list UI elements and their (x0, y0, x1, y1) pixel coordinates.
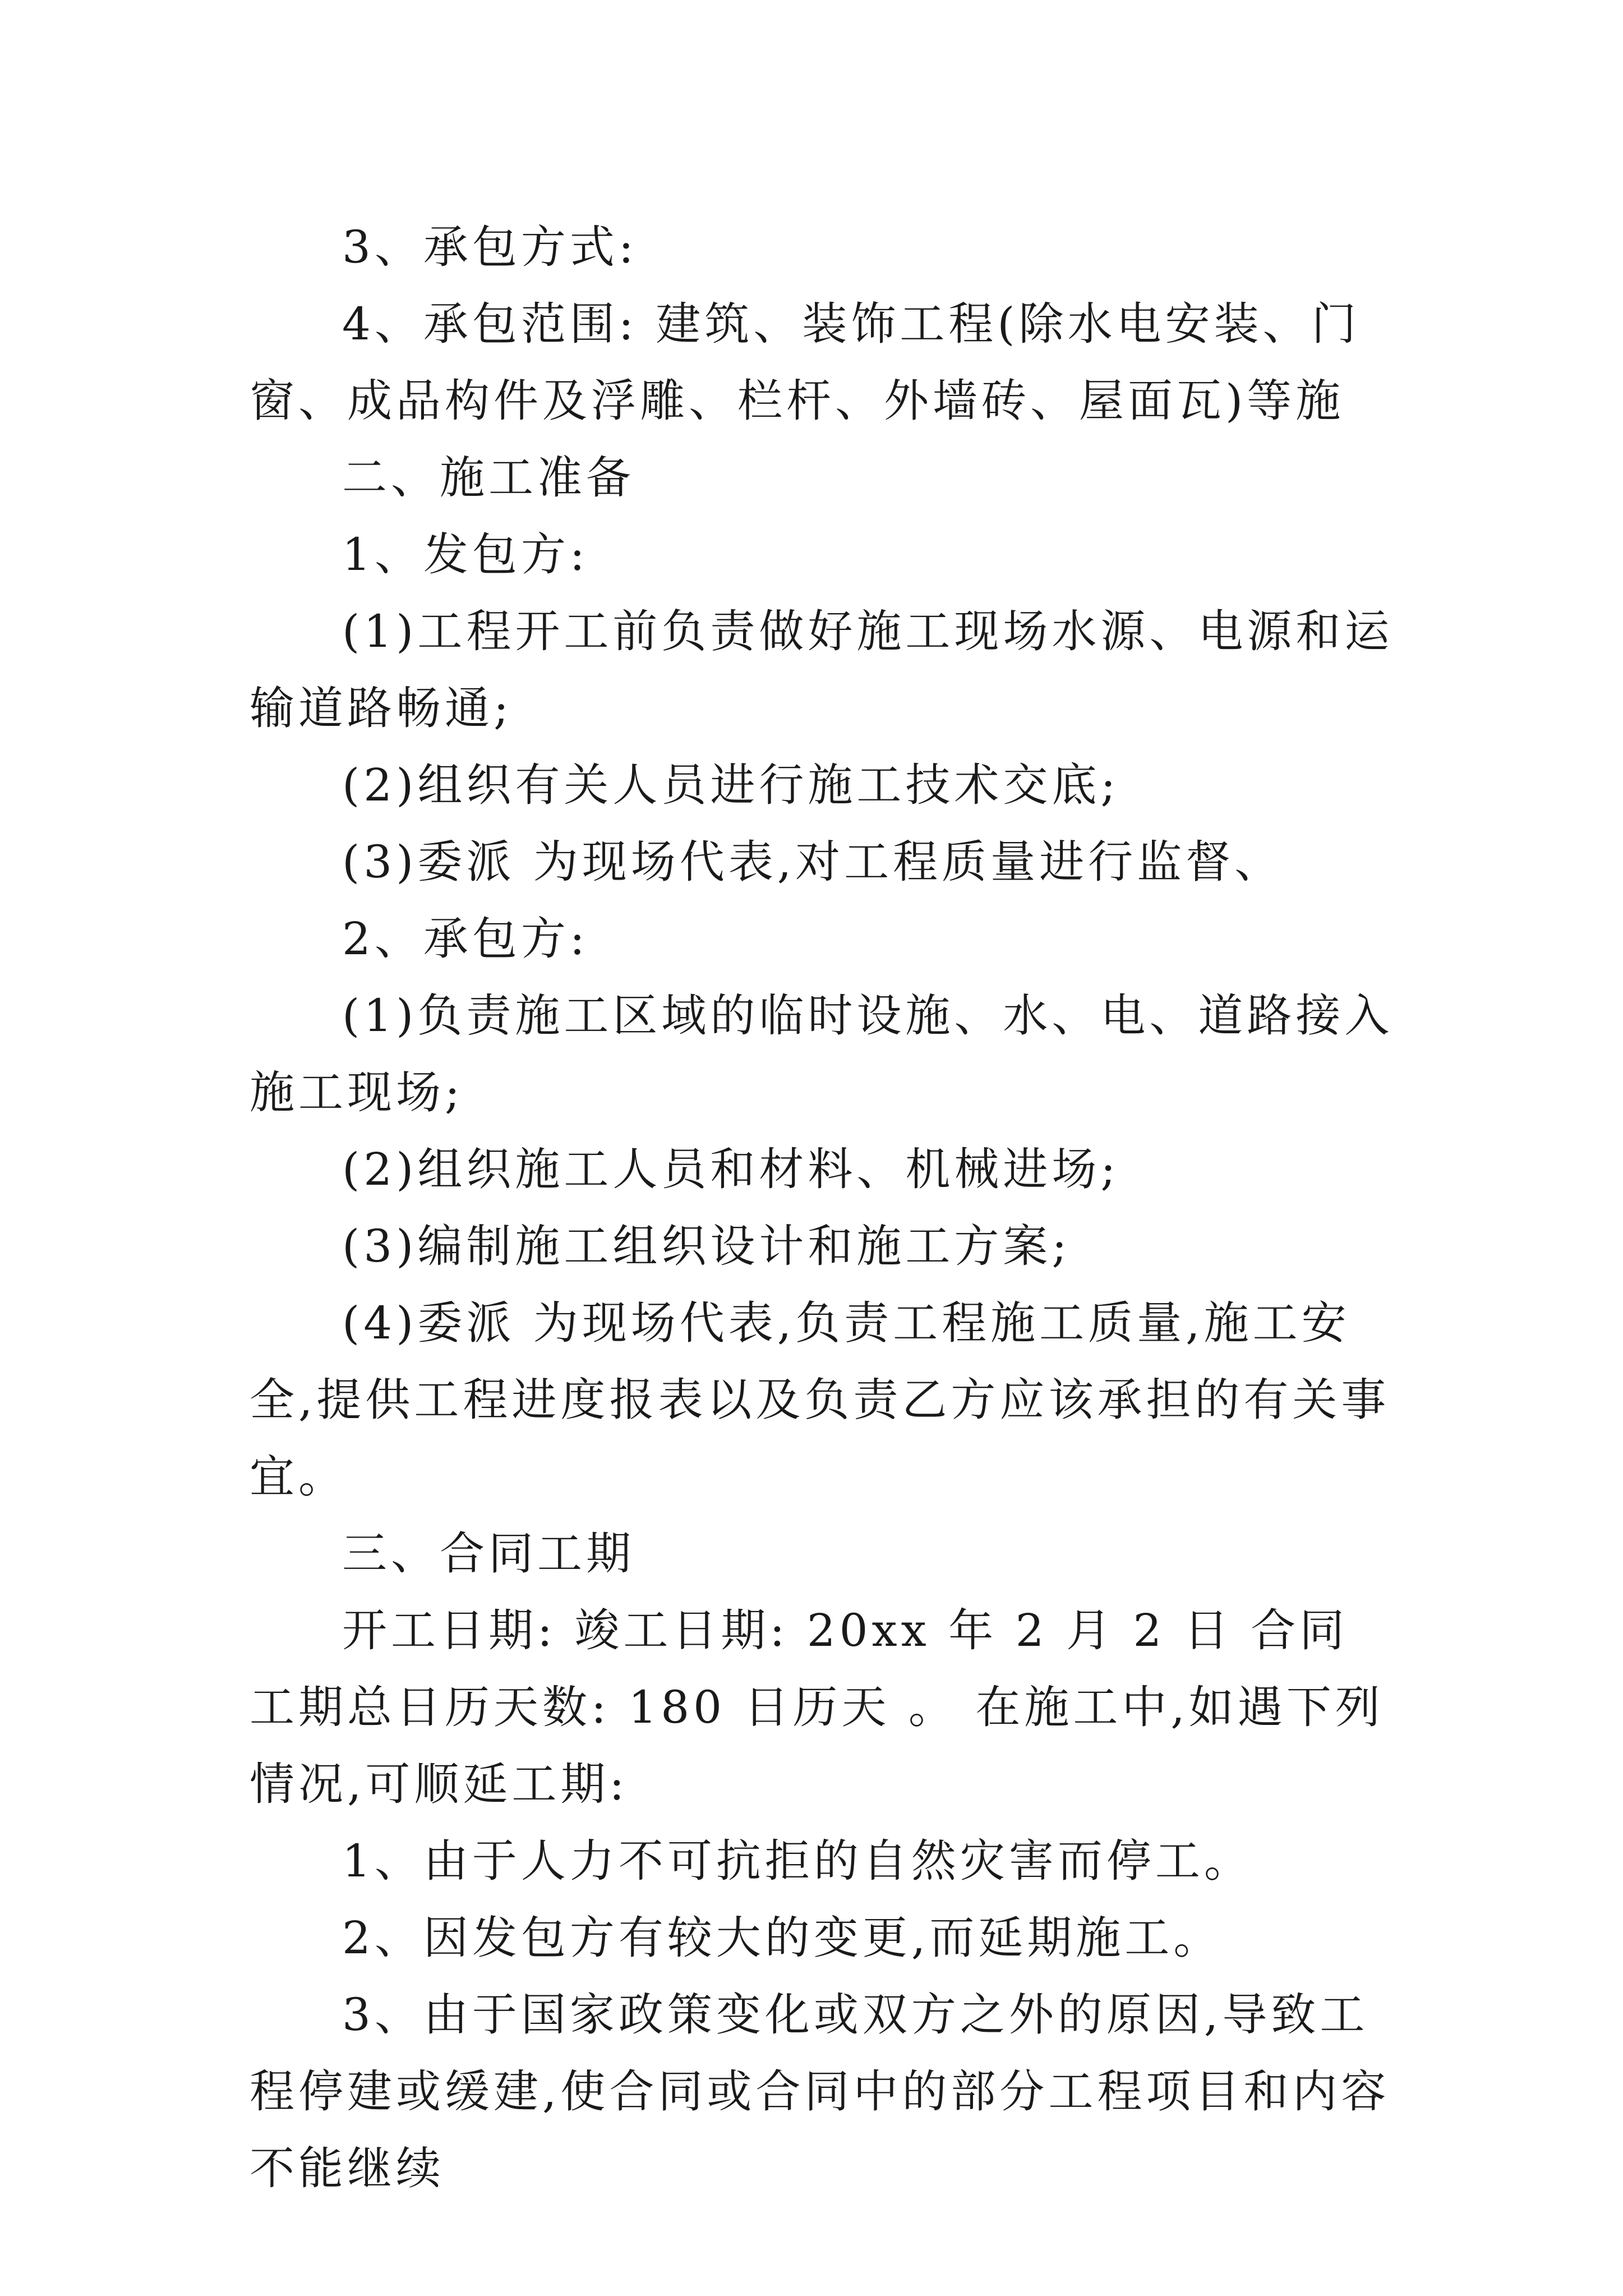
paragraph-employer-heading: 1、发包方: (342, 528, 589, 581)
paragraph-contractor-item-2: (2)组织施工人员和材料、机械进场; (342, 1143, 1120, 1195)
heading-construction-preparation: 二、施工准备 (342, 452, 635, 504)
paragraph-dates: 开工日期: 竣工日期: 20xx 年 2 月 2 日 合同工期总日历天数: 180 日历天 。 在施工中,如遇下列情况,可顺延工期: (250, 1604, 1384, 1810)
paragraph-contractor-item-3: (3)编制施工组织设计和施工方案; (342, 1220, 1071, 1272)
paragraph-employer-item-1: (1)工程开工前负责做好施工现场水源、电源和运输道路畅通; (250, 605, 1394, 734)
paragraph-contractor-item-1: (1)负责施工区域的临时设施、水、电、道路接入施工现场; (250, 990, 1394, 1119)
paragraph-contractor-item-4: (4)委派 为现场代表,负责工程施工质量,施工安全,提供工程进度报表以及负责乙方应该承担的有关事宜。 (250, 1297, 1390, 1503)
paragraph-employer-item-3: (3)委派 为现场代表,对工程质量进行监督、 (342, 836, 1284, 888)
paragraph-extension-case-3: 3、由于国家政策变化或双方之外的原因,导致工程停建或缓建,使合同或合同中的部分工程项目和内容不能继续 (250, 1989, 1390, 2194)
paragraph-contract-scope: 4、承包范围: 建筑、装饰工程(除水电安装、门窗、成品构件及浮雕、栏杆、外墙砖、屋面瓦)等施 (250, 298, 1361, 427)
heading-contract-duration: 三、合同工期 (342, 1527, 635, 1580)
paragraph-extension-case-2: 2、因发包方有较大的变更,而延期施工。 (342, 1912, 1223, 1964)
paragraph-contract-method: 3、承包方式: (342, 221, 638, 273)
paragraph-contractor-heading: 2、承包方: (342, 913, 589, 965)
document-body (250, 209, 1394, 2207)
paragraph-extension-case-1: 1、由于人力不可抗拒的自然灾害而停工。 (342, 1835, 1253, 1887)
paragraph-employer-item-2: (2)组织有关人员进行施工技术交底; (342, 759, 1120, 811)
